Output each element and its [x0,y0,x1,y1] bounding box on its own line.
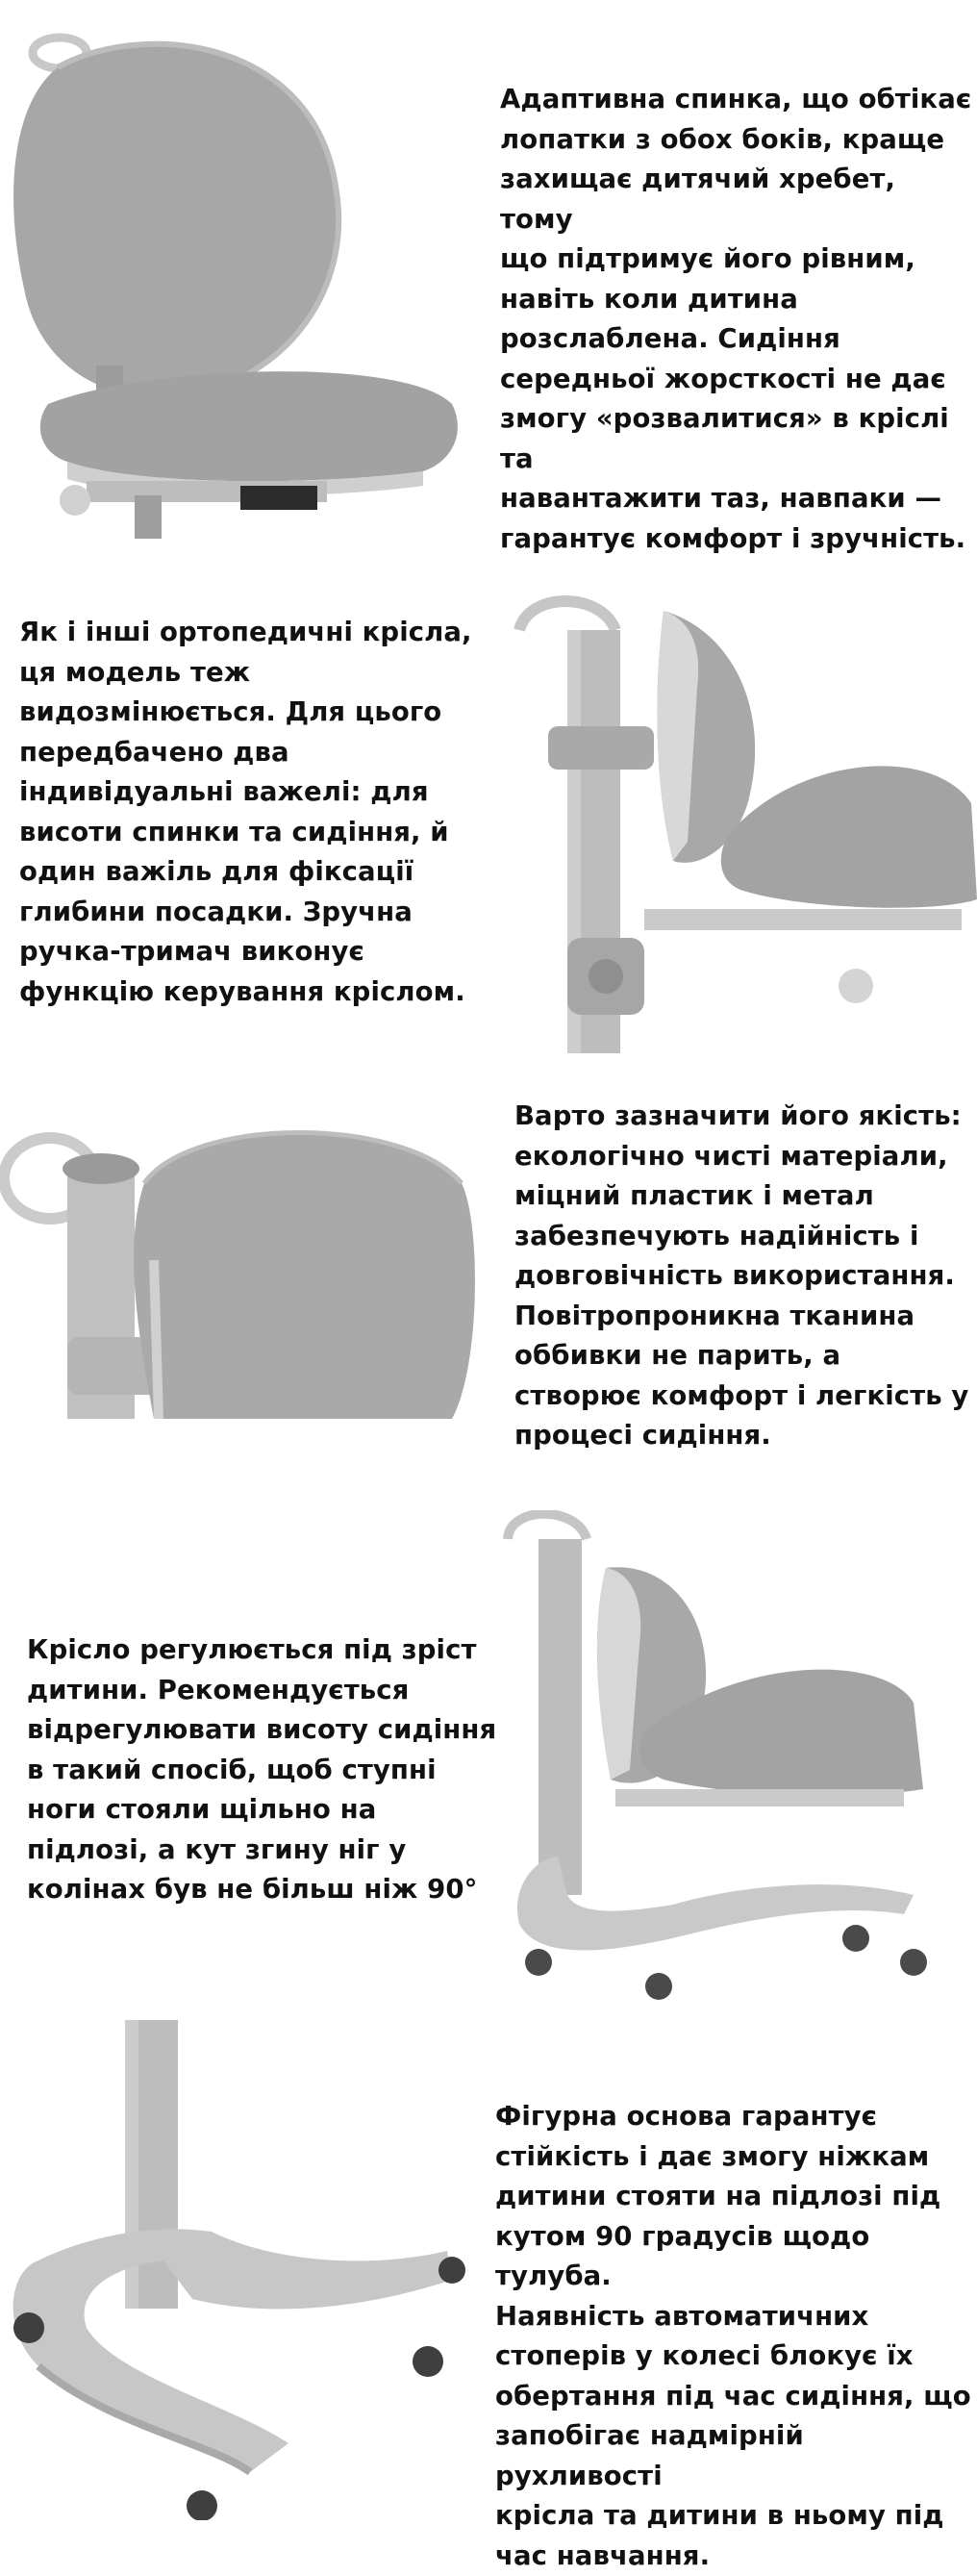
full-chair-side-view-photo [500,1510,962,2001]
chair-adjustment-levers-photo [510,592,977,1063]
feature-text: Адаптивна спинка, що обтікає лопатки з обох боків, краще захищає дитячий хребет, тому що підтримує його рівним, навіть коли дитина розслаблена. Сидіння середньої жорсткості не дає змогу «розвалитися» в кріслі та навантажити таз, навпаки — гарантує комфорт і зручність. [500,84,972,554]
feature-section-base [0,2020,977,2571]
feature-section-backrest [0,0,977,558]
chair-base-with-wheels-photo [0,2020,471,2520]
feature-section-height [0,1501,977,2001]
chair-handle-closeup-photo [0,1125,481,1419]
feature-text: Як і інші ортопедичні крісла, ця модель теж видозмінюється. Для цього передбачено два індивідуальні важелі: для висоти спинки та сидіння, й один важіль для фіксації глибини посадки. Зручна ручка-тримач виконує функцію керування кріслом. [19,617,472,1007]
feature-text: Крісло регулюється під зріст дитини. Рекомендується відрегулювати висоту сидіння в такий спосіб, щоб ступні ноги стояли щільно на підлозі, а кут згину ніг у колінах був не більш ніж 90° [27,1634,497,1905]
feature-text: Фігурна основа гарантує стійкість і дає змогу ніжкам дитини стояти на підлозі під кутом 90 градусів щодо тулуба. Наявність автоматичних стоперів у колесі блокує їх обертання під час сидіння, що запобігає надмірній рухливості крісла та дитини в ньому під час навчання. [495,2101,971,2571]
chair-seat-and-backrest-photo [0,0,462,539]
feature-section-quality [0,1082,977,1491]
feature-section-adjustment [0,577,977,1077]
feature-text: Варто зазначити його якість: екологічно чисті матеріали, міцний пластик і метал забезпечують надійність і довговічність використання. Повітропроникна тканина оббивки не парить, а створює комфорт і легкість у процесі сидіння. [514,1100,969,1451]
